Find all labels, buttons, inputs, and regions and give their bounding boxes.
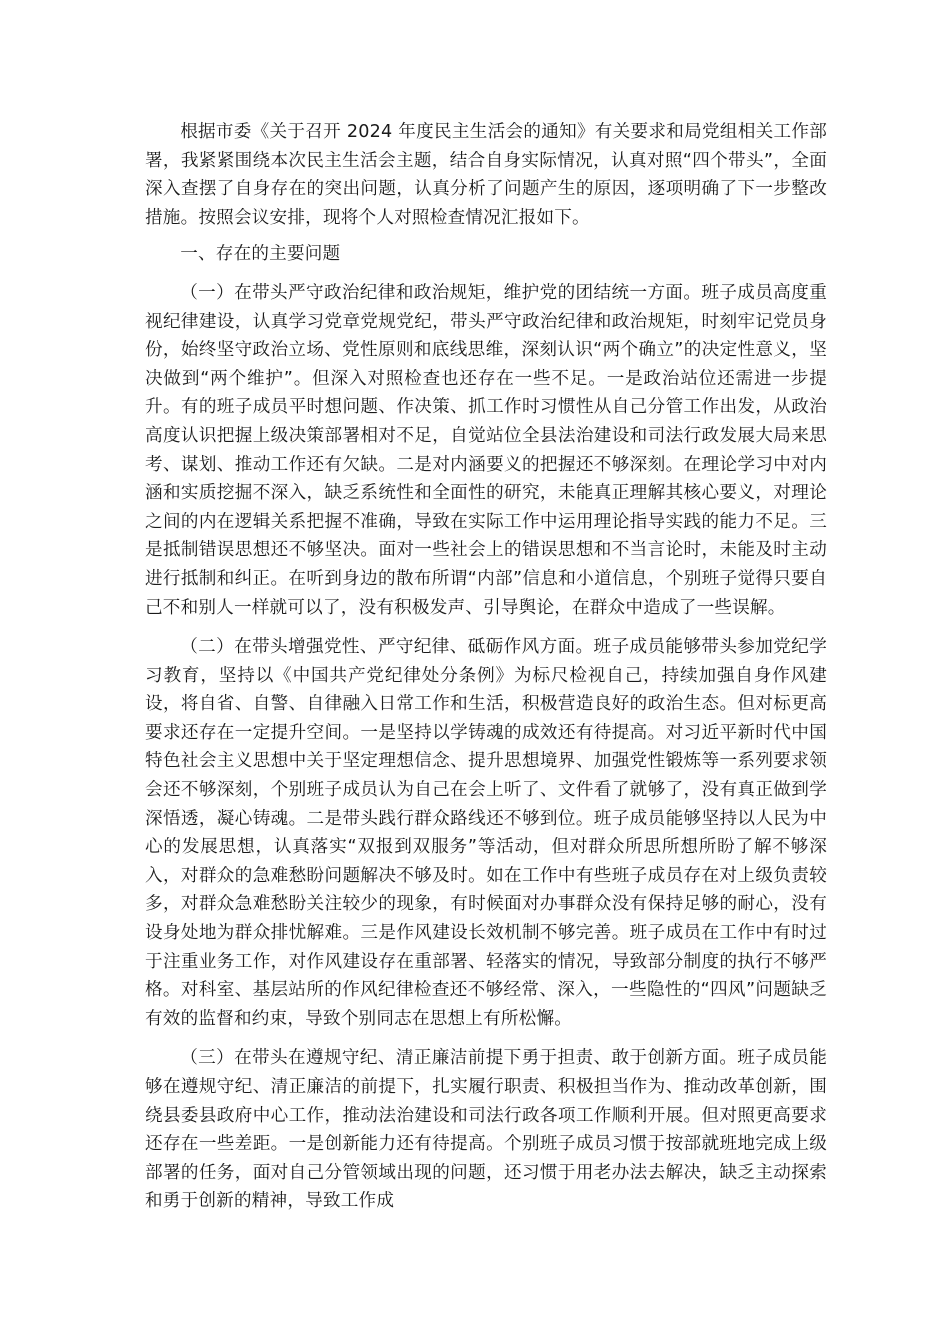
intro-paragraph: 根据市委《关于召开 2024 年度民主生活会的通知》有关要求和局党组相关工作部署，我紧紧围绕本次民主生活会主题，结合自身实际情况，认真对照“四个带头”，全面深入查摆了自身存在的突出问题，认真分析了问题产生的原因，逐项明确了下一步整改措施。按照会议安排，现将个人对照检查情况汇报如下。: [145, 122, 827, 228]
section-heading: 一、存在的主要问题: [180, 244, 341, 265]
body-paragraph-2: （二）在带头增强党性、严守纪律、砥砺作风方面。班子成员能够带头参加党纪学习教育，坚持以《中国共产党纪律处分条例》为标尺检视自己，持续加强自身作风建设，将自省、自警、自律融入日常工作和生活，积极营造良好的政治生态。但对标更高要求还存在一定提升空间。一是坚持以学铸魂的成效还有待提高。对习近平新时代中国特色社会主义思想中关于坚定理想信念、提升思想境界、加强党性锻炼等一系列要求领会还不够深刻，个别班子成员认为自己在会上听了、文件看了就够了，没有真正做到学深悟透，凝心铸魂。二是带头践行群众路线还不够到位。班子成员能够坚持以人民为中心的发展思想，认真落实“双报到双服务”等活动，但对群众所思所想所盼了解不够深入，对群众的急难愁盼问题解决不够及时。如在工作中有些班子成员存在对上级负责较多，对群众急难愁盼关注较少的现象，有时候面对办事群众没有保持足够的耐心，没有设身处地为群众排忧解难。三是作风建设长效机制不够完善。班子成员在工作中有时过于注重业务工作，对作风建设存在重部署、轻落实的情况，导致部分制度的执行不够严格。对科室、基层站所的作风纪律检查还不够经常、深入，一些隐性的“四风”问题缺乏有效的监督和约束，导致个别同志在思想上有所松懈。: [145, 637, 827, 1029]
document-page: [145, 118, 827, 1227]
body-paragraph-3: （三）在带头在遵规守纪、清正廉洁前提下勇于担责、敢于创新方面。班子成员能够在遵规守纪、清正廉洁的前提下，扎实履行职责、积极担当作为、推动改革创新，围绕县委县政府中心工作，推动法治建设和司法行政各项工作顺利开展。但对照更高要求还存在一些差距。一是创新能力还有待提高。个别班子成员习惯于按部就班地完成上级部署的任务，面对自己分管领域出现的问题，还习惯于用老办法去解决，缺乏主动探索和勇于创新的精神，导致工作成: [145, 1048, 827, 1212]
body-paragraph-1: （一）在带头严守政治纪律和政治规矩，维护党的团结统一方面。班子成员高度重视纪律建设，认真学习党章党规党纪，带头严守政治纪律和政治规矩，时刻牢记党员身份，始终坚守政治立场、党性原则和底线思维，深刻认识“两个确立”的决定性意义，坚决做到“两个维护”。但深入对照检查也还存在一些不足。一是政治站位还需进一步提升。有的班子成员平时想问题、作决策、抓工作时习惯性从自己分管工作出发，从政治高度认识把握上级决策部署相对不足，自觉站位全县法治建设和司法行政发展大局来思考、谋划、推动工作还有欠缺。二是对内涵要义的把握还不够深刻。在理论学习中对内涵和实质挖掘不深入，缺乏系统性和全面性的研究，未能真正理解其核心要义，对理论之间的内在逻辑关系把握不准确，导致在实际工作中运用理论指导实践的能力不足。三是抵制错误思想还不够坚决。面对一些社会上的错误思想和不当言论时，未能及时主动进行抵制和纠正。在听到身边的散布所谓“内部”信息和小道信息，个别班子觉得只要自己不和别人一样就可以了，没有积极发声、引导舆论，在群众中造成了一些误解。: [145, 282, 827, 618]
